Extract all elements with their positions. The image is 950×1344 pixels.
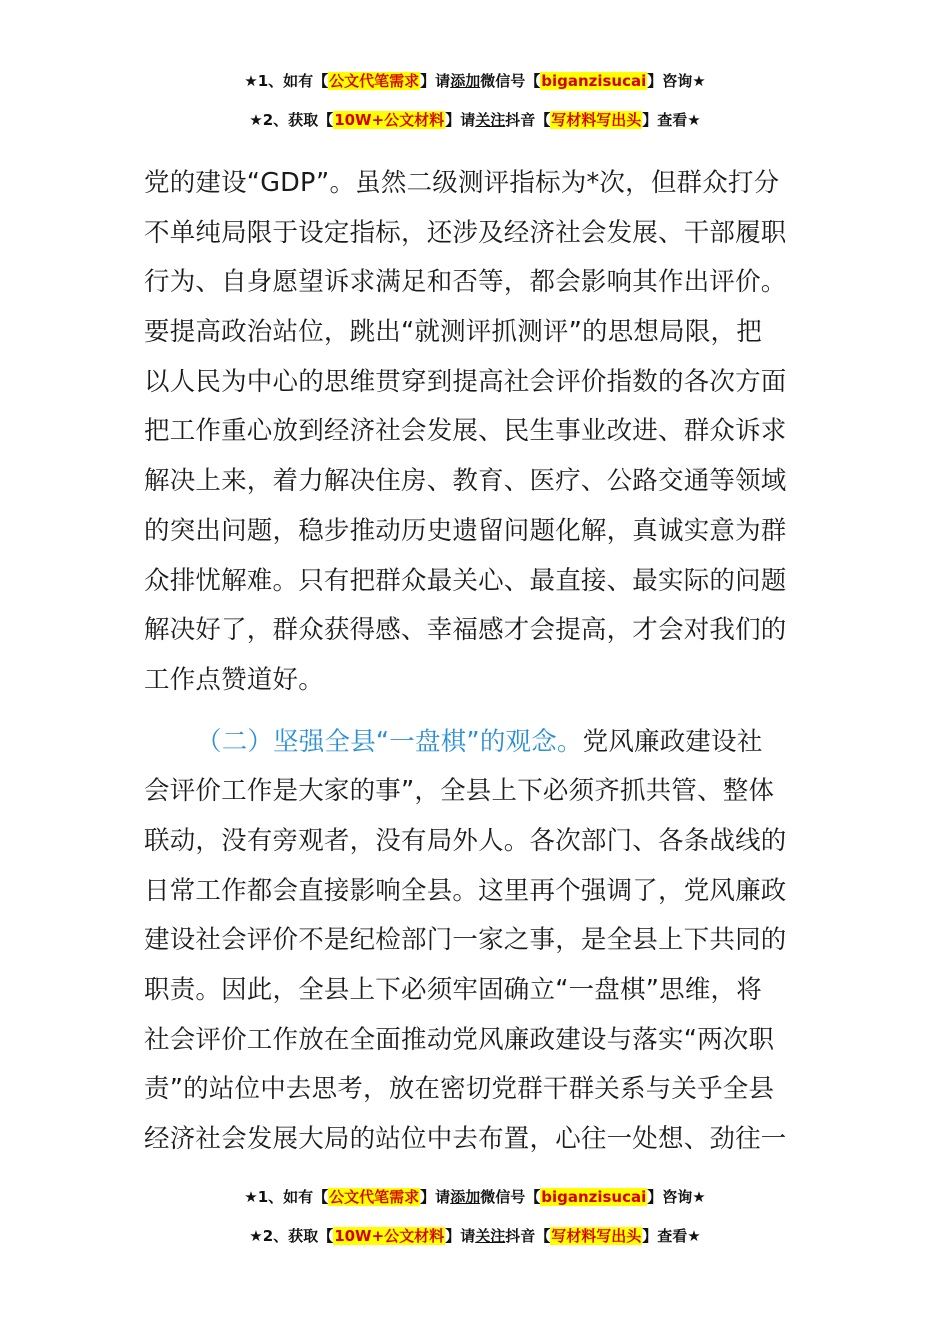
text-line: 众排忧解难。只有把群众最关心、最直接、最实际的问题 [144, 565, 787, 596]
text-line: 建设社会评价不是纪检部门一家之事，是全县上下共同的 [144, 925, 787, 956]
text-line: 工作点赞道好。 [144, 664, 324, 695]
text-line: 责”的站位中去思考，放在密切党群干群关系与关乎全县 [144, 1074, 775, 1105]
text-line: 职责。因此，全县上下必须牢固确立“一盘棋”思维，将 [144, 975, 762, 1005]
text-line: 行为、自身愿望诉求满足和否等，都会影响其作出评价。 [144, 267, 787, 298]
banner-line-1 [0, 71, 950, 91]
text-line: 要提高政治站位，跳出“就测评抓测评”的思想局限，把 [144, 317, 762, 348]
paragraph-1 [144, 159, 814, 706]
banner-text: ★2、获取【 [249, 111, 334, 129]
top-banner [0, 71, 950, 130]
text-line: 以人民为中心的思维贯穿到提高社会评价指数的各次方面 [144, 366, 787, 397]
underlined-action: 关注 [475, 1227, 506, 1245]
text-line: 社会评价工作放在全面推动党风廉政建设与落实“两次职 [144, 1024, 775, 1055]
banner-text: 】请 [445, 1227, 476, 1245]
text-line: 的突出问题，稳步推动历史遗留问题化解，真诚实意为群 [144, 515, 787, 546]
highlight-service: 公文代笔需求 [329, 72, 420, 90]
banner-text: 】咨询★ [647, 1188, 706, 1206]
text-line: 经济社会发展大局的站位中去布置，心往一处想、劲往一 [144, 1124, 787, 1155]
text-line: 会评价工作是大家的事”，全县上下必须齐抓共管、整体 [144, 776, 775, 807]
banner-line-2 [0, 1226, 950, 1246]
banner-text: ★2、获取【 [249, 1227, 334, 1245]
banner-text: 】咨询★ [647, 72, 706, 90]
paragraph-2 [144, 718, 814, 1165]
banner-text: ★1、如有【 [244, 72, 329, 90]
highlight-service: 公文代笔需求 [329, 1188, 420, 1206]
banner-text: 】请 [445, 111, 476, 129]
banner-text: 】请 [420, 1188, 451, 1206]
banner-text: 微信号【 [480, 1188, 541, 1206]
text-line: 联动，没有旁观者，没有局外人。各次部门、各条战线的 [144, 825, 787, 856]
text-line: 解决上来，着力解决住房、教育、医疗、公路交通等领域 [144, 466, 787, 497]
highlight-douyin-id: 写材料写出头 [551, 111, 642, 129]
document-body [144, 159, 814, 1165]
highlight-materials: 10W+公文材料 [334, 111, 445, 129]
banner-text: 微信号【 [480, 72, 541, 90]
bottom-banner [0, 1187, 950, 1246]
banner-text: 】请 [420, 72, 451, 90]
text-line-heading [144, 718, 814, 768]
text-line: 党的建设“GDP”。虽然二级测评指标为*次，但群众打分 [144, 168, 780, 198]
heading-rest: 党风廉政建设社 [582, 726, 763, 757]
underlined-action: 关注 [475, 111, 506, 129]
underlined-action: 添加 [450, 72, 481, 90]
banner-line-1 [0, 1187, 950, 1207]
highlight-materials: 10W+公文材料 [334, 1227, 445, 1245]
text-line: 解决好了，群众获得感、幸福感才会提高，才会对我们的 [144, 615, 787, 646]
banner-text: ★1、如有【 [244, 1188, 329, 1206]
banner-text: 】查看★ [642, 1227, 701, 1245]
underlined-action: 添加 [450, 1188, 481, 1206]
banner-text: 抖音【 [505, 1227, 551, 1245]
text-line: 日常工作都会直接影响全县。这里再个强调了，党风廉政 [144, 875, 787, 906]
section-heading: （二）坚强全县“一盘棋”的观念。 [196, 726, 583, 757]
text-line: 把工作重心放到经济社会发展、民生事业改进、群众诉求 [144, 416, 787, 447]
text-line: 不单纯局限于设定指标，还涉及经济社会发展、干部履职 [144, 217, 787, 248]
highlight-wechat-id: biganzisucai [541, 72, 647, 90]
banner-text: 抖音【 [505, 111, 551, 129]
highlight-wechat-id: biganzisucai [541, 1188, 647, 1206]
banner-line-2 [0, 110, 950, 130]
highlight-douyin-id: 写材料写出头 [551, 1227, 642, 1245]
banner-text: 】查看★ [642, 111, 701, 129]
